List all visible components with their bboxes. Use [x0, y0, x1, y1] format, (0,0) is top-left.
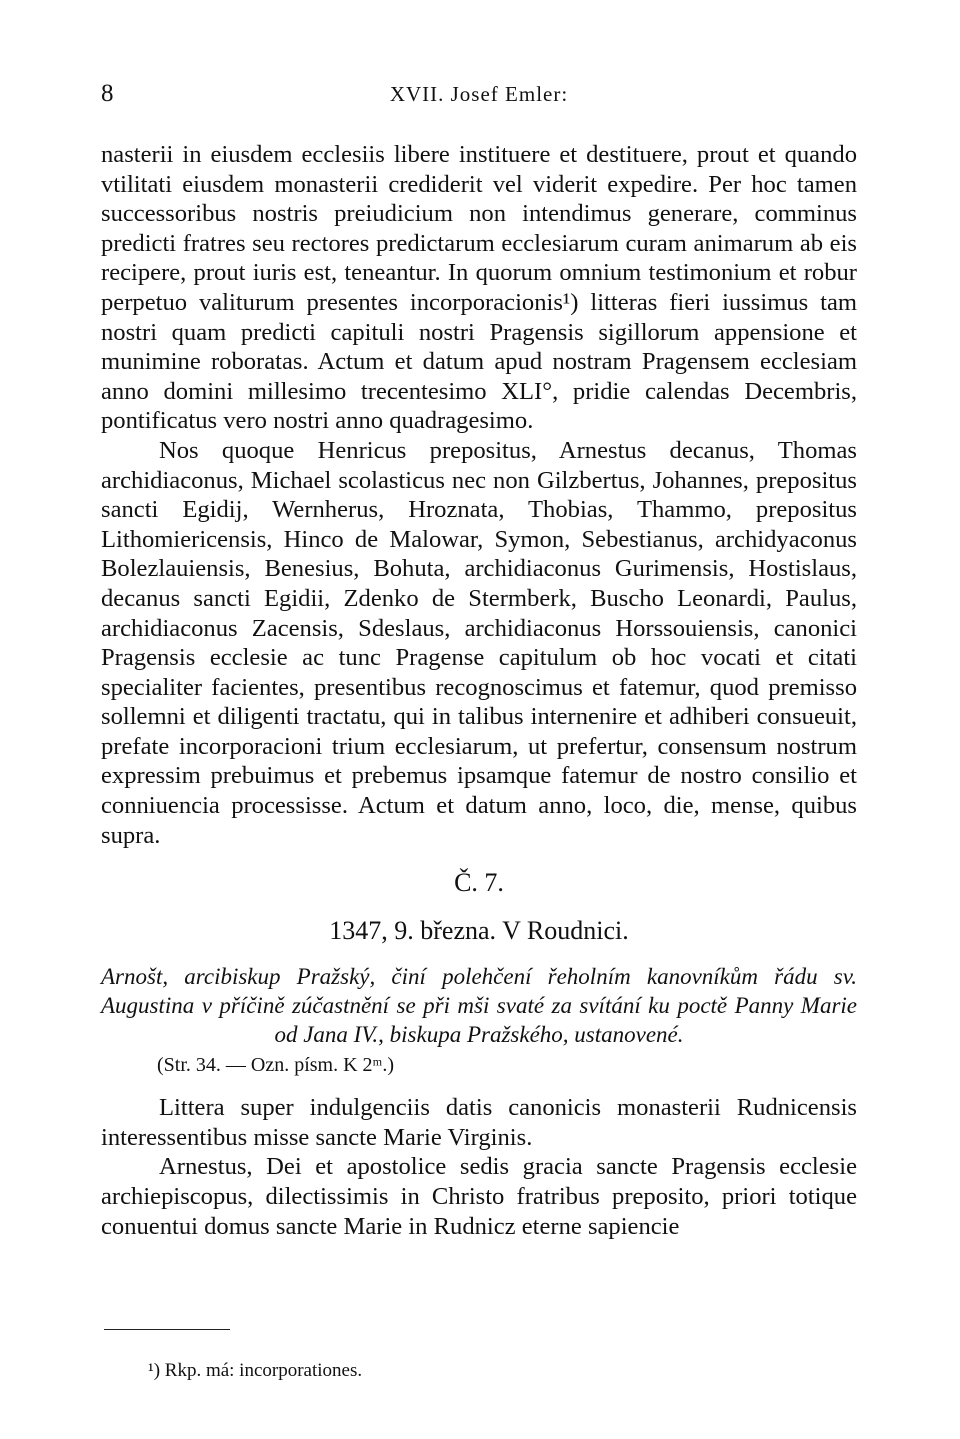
page-number: 8: [101, 80, 114, 107]
document-date-place: 1347, 9. března. V Roudnici.: [329, 916, 629, 946]
footnote-divider: [104, 1329, 230, 1330]
document-regest: Arnošt, arcibiskup Pražský, činí polehčení řeholním kanovníkům řádu sv. Augustina v příčině zúčastnění se při mši svaté za svítání ku poctě Panny Marie od Jana IV., biskupa Pražského, ustanovené.: [101, 964, 857, 1048]
document-title: Littera super indulgenciis datis canonicis monasterii Rudnicensis interessentibus misse sancte Marie Virginis.: [101, 1094, 857, 1151]
document-number: Č. 7.: [454, 868, 504, 898]
document-text: Arnestus, Dei et apostolice sedis gracia sancte Pragensis ecclesie archiepiscopus, dilectissimis in Christo fratribus preposito, priori totique conuentui domus sancte Marie in Rudnicz eterne sapiencie: [101, 1153, 857, 1240]
paragraph-consent: Nos quoque Henricus prepositus, Arnestus decanus, Thomas archidiaconus, Michael scolasticus nec non Gilzbertus, Johannes, prepositus sancti Egidij, Wernherus, Hroznata, Thobias, Thammo, prepositus Lithomiericensis, Hinco de Malowar, Symon, Sebestianus, archidyaconus Bolezlauiensis, Benesius, Bohuta, archidiaconus Gurimensis, Hostislaus, decanus sancti Egidii, Zdenko de Stermberk, Buscho Leonardi, Paulus, archidiaconus Zacensis, Sdeslaus, archidiaconus Horssouiensis, canonici Pragensis ecclesie ac tunc Pragense capitulum ob hoc vocati et citati specialiter facientes, presentibus recognoscimus et fatemur, quod premisso sollemni et diligenti tractatu, qui in talibus internenire et adhiberi consueuit, prefate incorporacioni trium ecclesiarum, ut prefertur, consensum nostrum expressim prebuimus et prebemus ipsamque fatemur de nostro consilio et conniuencia processisse. Actum et datum anno, loco, die, mense, quibus supra.: [101, 436, 857, 849]
source-reference: (Str. 34. — Ozn. písm. K 2ᵐ.): [157, 1054, 394, 1077]
main-text: [101, 140, 857, 1241]
page-header: [101, 80, 857, 110]
paragraph-continuation: nasterii in eiusdem ecclesiis libere instituere et destituere, prout et quando vtilitati eiusdem monasterii crediderit vel viderit expedire. Per hoc tamen successoribus nostris preiudicium non intendimus generare, comminus predicti fratres seu rectores predictarum ecclesiarum curam animarum ab eis recipere, prout iuris est, teneantur. In quorum omnium testimonium et robur perpetuo valiturum presentes incorporacionis¹) litteras fieri iussimus tam nostri quam predicti capituli nostri Pragensis sigillorum appensione et munimine roboratas. Actum et datum apud nostram Pragensem ecclesiam anno domini millesimo trecentesimo XLI°, pridie calendas Decembris, pontificatus vero nostri anno quadragesimo.: [101, 141, 857, 435]
running-head: XVII. Josef Emler:: [389, 82, 569, 106]
footnote: ¹) Rkp. má: incorporationes.: [148, 1360, 363, 1381]
